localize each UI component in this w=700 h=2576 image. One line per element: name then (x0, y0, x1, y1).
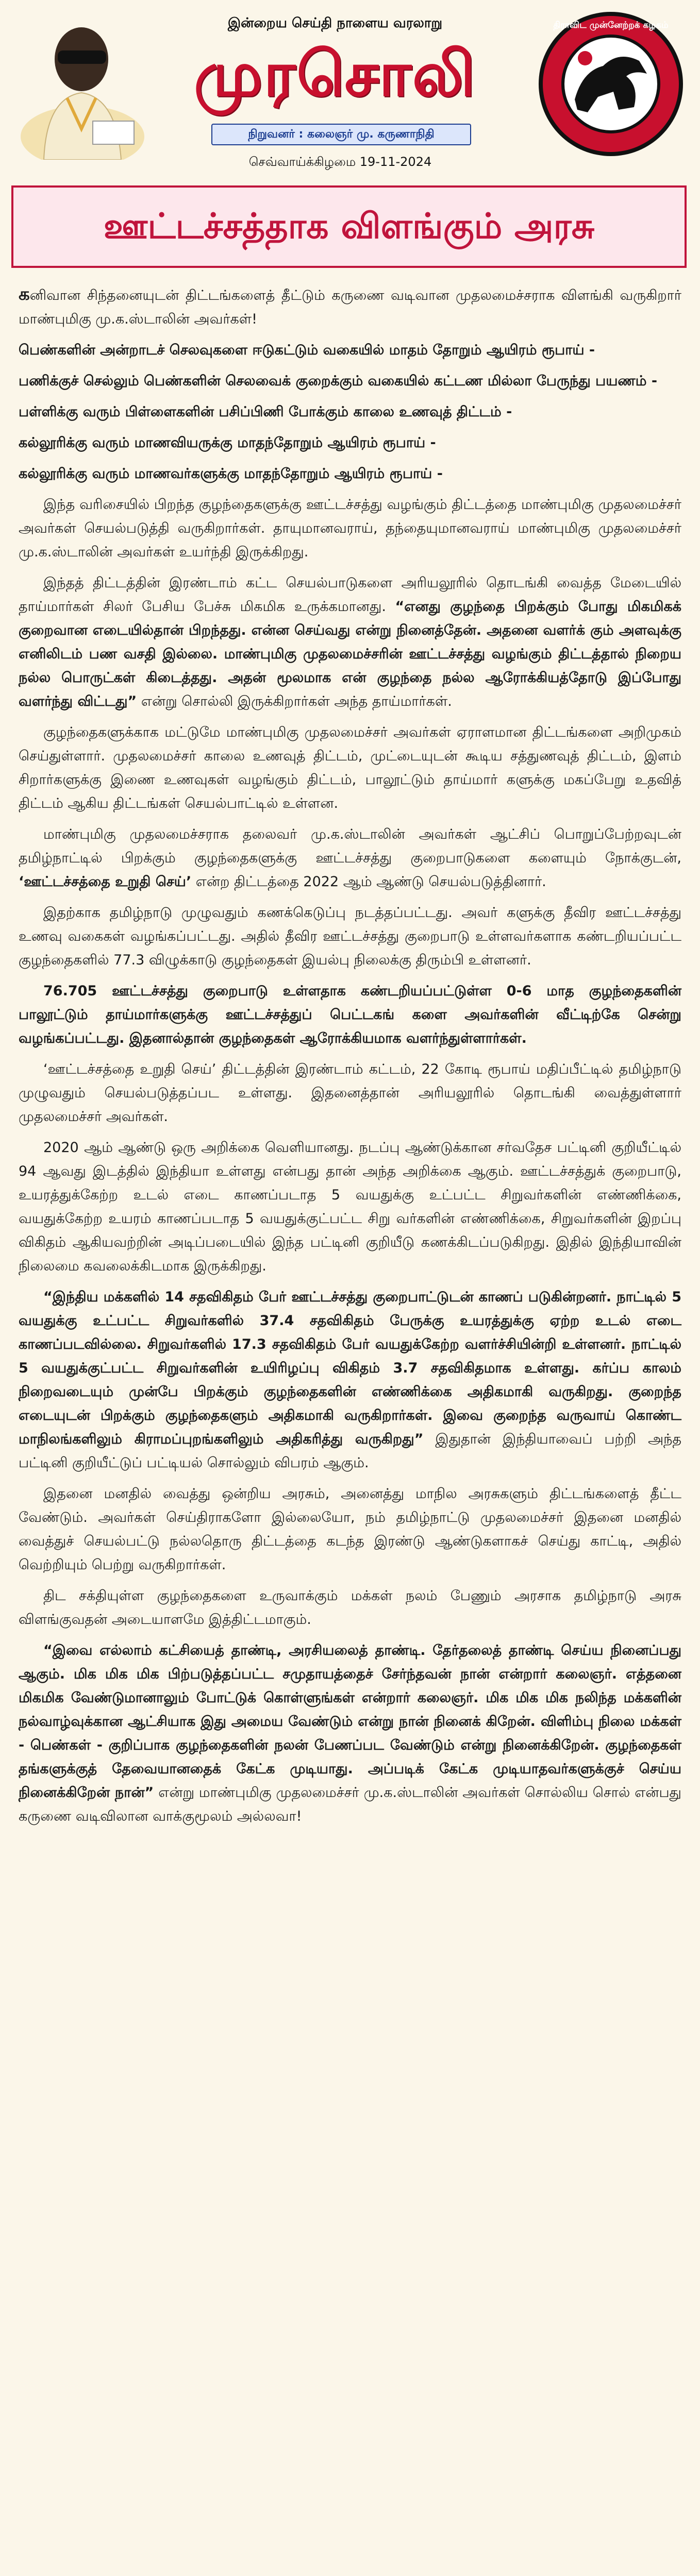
article-paragraph: “இந்திய மக்களில் 14 சதவிகிதம் பேர் ஊட்டச்சத்து குறைபாட்டுடன் காணப் படுகின்றனர். நாட்டில் 5 வயதுக்கு உட்பட்ட சிறுவர்களில் 37.4 சதவிகிதம் பேருக்கு உயரத்துக்கு ஏற்ற உடல் எடை காணப்படவில்லை. சிறுவர்களில் 17.3 சதவிகிதம் பேர் வயதுக்கேற்ற வளர்ச்சியின்றி உள்ளனர். நாட்டில் 5 வயதுக்குட்பட்ட சிறுவர்களின் உயிரிழப்பு விகிதம் 3.7 சதவிகிதமாக உள்ளது. கர்ப்ப காலம் நிறைவடையும் முன்பே பிறக்கும் குழந்தைகளின் எண்ணிக்கை அதிகமாகி வருகிறது. குறைந்த எடையுடன் பிறக்கும் குழந்தைகளும் அதிகமாகி வருகிறார்கள். இவை குறைந்த வருவாய் கொண்ட மாநிலங்களிலும் கிராமப்புறங்களிலும் அதிகரித்து வருகிறது” இதுதான் இந்தியாவைப் பற்றி அந்த பட்டினி குறியீட்டுப் பட்டியல் சொல்லும் விபரம் ஆகும். (19, 1289, 681, 1471)
hunger-index-quote: “இந்திய மக்களில் 14 சதவிகிதம் பேர் ஊட்டச்சத்து குறைபாட்டுடன் காணப் படுகின்றனர். நாட்டில் 5 வயதுக்கு உட்பட்ட சிறுவர்களில் 37.4 சதவிகிதம் பேருக்கு உயரத்துக்கு ஏற்ற உடல் எடை காணப்படவில்லை. சிறுவர்களில் 17.3 சதவிகிதம் பேர் வயதுக்கேற்ற வளர்ச்சியின்றி உள்ளனர். நாட்டில் 5 வயதுக்குட்பட்ட சிறுவர்களின் உயிரிழப்பு விகிதம் 3.7 சதவிகிதமாக உள்ளது. கர்ப்ப காலம் நிறைவடையும் முன்பே பிறக்கும் குழந்தைகளின் எண்ணிக்கை அதிகமாகி வருகிறது. குறைந்த எடையுடன் பிறக்கும் குழந்தைகளும் அதிகமாகி வருகிறார்கள். இவை குறைந்த வருவாய் கொண்ட மாநிலங்களிலும் கிராமப்புறங்களிலும் அதிகரித்து வருகிறது” (19, 1289, 681, 1447)
article-paragraph: 2020 ஆம் ஆண்டு ஒரு அறிக்கை வெளியானது. நடப்பு ஆண்டுக்கான சர்வதேச பட்டினி குறியீட்டில் 94 ஆவது இடத்தில் இந்தியா உள்ளது என்பது தான் அந்த அறிக்கை ஆகும். ஊட்டச்சத்துக் குறைபாடு, உயரத்துக்கேற்ற உடல் எடை காணப்படாத 5 வயதுக்கு உட்பட்ட சிறுவர்களின் எண்ணிக்கை, வயதுக்கேற்ற உயரம் காணப்படாத 5 வயதுக்குட்பட்ட சிறு வர்களின் எண்ணிக்கை, சிறுவர்களின் இறப்பு விகிதம் ஆகியவற்றின் அடிப்படையில் இந்த பட்டினி குறியீடு கணக்கிடப்படுகிறது. இதில் இந்தியாவின் நிலைமை கவலைக்கிடமாக இருக்கிறது. (19, 1140, 681, 1274)
masthead-tagline: இன்றைய செய்தி நாளைய வரலாறு (227, 15, 443, 31)
article-paragraph: மாண்புமிகு முதலமைச்சராக தலைவர் மு.க.ஸ்டாலின் அவர்கள் ஆட்சிப் பொறுப்பேற்றவுடன் தமிழ்நாட்டில் பிறக்கும் குழந்தைகளுக்கு ஊட்டச்சத்து குறைபாடுகளை களையும் நோக்குடன், ‘ஊட்டச்சத்தை உறுதி செய்’ என்ற திட்டத்தை 2022 ஆம் ஆண்டு செயல்படுத்தினார். (19, 826, 681, 890)
founder-portrait-image (15, 10, 149, 160)
article-paragraph: இந்த வரிசையில் பிறந்த குழந்தைகளுக்கு ஊட்டச்சத்து வழங்கும் திட்டத்தை மாண்புமிகு முதலமைச்சர் அவர்கள் செயல்படுத்தி வருகிறார்கள். தாயுமானவராய், தந்தையுமானவராய் மாண்புமிகு முதலமைச்சர் மு.க.ஸ்டாலின் அவர்கள் உயர்ந்தி இருக்கிறது. (19, 497, 681, 560)
article-point: கல்லூரிக்கு வரும் மாணவர்களுக்கு மாதந்தோறும் ஆயிரம் ரூபாய் - (19, 466, 443, 482)
newspaper-logo: முரசொலி (194, 39, 476, 110)
article-paragraph: கனிவான சிந்தனையுடன் திட்டங்களைத் தீட்டும் கருணை வடிவான முதலமைச்சராக விளங்கி வருகிறார் மாண்புமிகு மு.க.ஸ்டாலின் அவர்கள்! (19, 284, 681, 327)
article-body (19, 282, 681, 2576)
article-paragraph: திட சக்தியுள்ள குழந்தைகளை உருவாக்கும் மக்கள் நலம் பேணும் அரசாக தமிழ்நாடு அரசு விளங்குவதன் அடையாளமே இத்திட்டமாகும். (19, 1588, 681, 1628)
article-paragraph: இதனை மனதில் வைத்து ஒன்றிய அரசும், அனைத்து மாநில அரசுகளும் திட்டங்களைத் தீட்ட வேண்டும். அவர்கள் செய்திராகளோ இல்லையோ, நம் தமிழ்நாட்டு முதலமைச்சர் இதனை மனதில் வைத்துச் செயல்பட்டு நல்லதொரு திட்டத்தை கடந்த இரண்டு ஆண்டுகளாகச் செய்து காட்டி, அதில் வெற்றியும் பெற்று வருகிறார்கள். (19, 1486, 681, 1573)
article-point: பெண்களின் அன்றாடச் செலவுகளை ஈடுகட்டும் வகையில் மாதம் தோறும் ஆயிரம் ரூபாய் - (19, 342, 595, 358)
party-emblem-icon (536, 9, 686, 159)
mother-quote: “எனது குழந்தை பிறக்கும் போது மிகமிகக் குறைவான எடையில்தான் பிறந்தது. என்ன செய்வது என்று நினைத்தேன். அதனை வளர்க் கும் அளவுக்கு எனிலிடம் பண வசதி இல்லை. மாண்புமிகு முதலமைச்சரின் ஊட்டச்சத்து வழங்கும் திட்டத்தால் நிறைய நல்ல பொருட்கள் கிடைத்தது. அதன் மூலமாக என் குழந்தை நல்ல ஆரோக்கியத்தோடு இப்போது வளர்ந்து விட்டது” (19, 599, 681, 709)
article-paragraph: குழந்தைகளுக்காக மட்டுமே மாண்புமிகு முதலமைச்சர் அவர்கள் ஏராளமான திட்டங்களை அறிமுகம் செய்துள்ளார். முதலமைச்சர் காலை உணவுத் திட்டம், முட்டையுடன் கூடிய சத்துணவுத் திட்டம், இளம் சிறார்களுக்கு இணை உணவுகள் வழங்கும் திட்டம், பாலூட்டும் தாய்மார் களுக்கு மகப்பேறு உதவித் திட்டம் ஆகிய திட்டங்கள் செயல்பாட்டில் உள்ளன. (19, 724, 681, 811)
article-paragraph: “இவை எல்லாம் கட்சியைத் தாண்டி, அரசியலைத் தாண்டி. தேர்தலைத் தாண்டி செய்ய நினைப்பது ஆகும். மிக மிக மிக பிற்படுத்தப்பட்ட சமுதாயத்தைச் சேர்ந்தவன் நான் என்றார் கலைஞர். எத்தனை மிகமிக வேண்டுமானாலும் போட்டுக் கொள்ளுங்கள் என்றார் கலைஞர். மிக மிக மிக நலிந்த மக்களின் நல்வாழ்வுக்கான ஆட்சியாக இது அமைய வேண்டும் என்று நான் நினைக் கிறேன். விளிம்பு நிலை மக்கள் - பெண்கள் - குறிப்பாக குழந்தைகளின் நலன் பேணப்பட வேண்டும் என்று நினைக்கிறேன். குழந்தைகள் தங்களுக்குத் தேவையானதைக் கேட்க முடியாது. அப்படிக் கேட்க முடியாதவர்களுக்குச் செய்ய நினைக்கிறேன் நான்” என்று மாண்புமிகு முதலமைச்சர் மு.க.ஸ்டாலின் அவர்கள் சொல்லிய சொல் என்பது கருணை வடிவிலான வாக்குமூலம் அல்லவா! (19, 1642, 681, 1824)
article-paragraph: இந்தத் திட்டத்தின் இரண்டாம் கட்ட செயல்பாடுகளை அரியலூரில் தொடங்கி வைத்த மேடையில் தாய்மார்கள் சிலர் பேசிய பேச்சு மிகமிக உருக்கமானது. “எனது குழந்தை பிறக்கும் போது மிகமிகக் குறைவான எடையில்தான் பிறந்தது. என்ன செய்வது என்று நினைத்தேன். அதனை வளர்க் கும் அளவுக்கு எனிலிடம் பண வசதி இல்லை. மாண்புமிகு முதலமைச்சரின் ஊட்டச்சத்து வழங்கும் திட்டத்தால் நிறைய நல்ல பொருட்கள் கிடைத்தது. அதன் மூலமாக என் குழந்தை நல்ல ஆரோக்கியத்தோடு இப்போது வளர்ந்து விட்டது” என்று சொல்லி இருக்கிறார்கள் அந்த தாய்மார்கள். (19, 575, 681, 709)
article-point: பணிக்குச் செல்லும் பெண்களின் செலவைக் குறைக்கும் வகையில் கட்டண மில்லா பேருந்து பயணம் - (19, 373, 658, 389)
scheme-name: ‘ஊட்டச்சத்தை உறுதி செய்’ (19, 874, 192, 890)
svg-text:திராவிட முன்னேற்றக் கழகம்: திராவிட முன்னேற்றக் கழகம் (553, 20, 669, 30)
article-paragraph: 76.705 ஊட்டச்சத்து குறைபாடு உள்ளதாக கண்டறியப்பட்டுள்ள 0-6 மாத குழந்தைகளின் பாலூட்டும் தாய்மார்களுக்கு ஊட்டச்சத்துப் பெட்டகங் களை அவர்களின் வீட்டிற்கே சென்று வழங்கப்பட்டது. இதனால்தான் குழந்தைகள் ஆரோக்கியமாக வளர்ந்துள்ளார்கள். (19, 983, 681, 1046)
headline: ஊட்டச்சத்தாக விளங்கும் அரசு (103, 206, 595, 247)
article-paragraph: இதற்காக தமிழ்நாடு முழுவதும் கணக்கெடுப்பு நடத்தப்பட்டது. அவர் களுக்கு தீவிர ஊட்டச்சத்து உணவு வகைகள் வழங்கப்பட்டது. அதில் தீவிர ஊட்டச்சத்து குறைபாடு உள்ளவர்களாக கண்டறியப்பட்ட குழந்தைகளில் 77.3 விழுக்காடு குழந்தைகள் இயல்பு நிலைக்கு திரும்பி உள்ளனர். (19, 905, 681, 968)
article-paragraph: ‘ஊட்டச்சத்தை உறுதி செய்’ திட்டத்தின் இரண்டாம் கட்டம், 22 கோடி ரூபாய் மதிப்பீட்டில் தமிழ்நாடு முழுவதும் செயல்படுத்தப்பட உள்ளது. இதனைத்தான் அரியலூரில் தொடங்கி வைத்துள்ளார் முதலமைச்சர் அவர்கள். (19, 1061, 681, 1125)
drop-cap: க (19, 284, 30, 304)
headline-box (11, 185, 687, 268)
chief-minister-quote: “இவை எல்லாம் கட்சியைத் தாண்டி, அரசியலைத் தாண்டி. தேர்தலைத் தாண்டி செய்ய நினைப்பது ஆகும். மிக மிக மிக பிற்படுத்தப்பட்ட சமுதாயத்தைச் சேர்ந்தவன் நான் என்றார் கலைஞர். எத்தனை மிகமிக வேண்டுமானாலும் போட்டுக் கொள்ளுங்கள் என்றார் கலைஞர். மிக மிக மிக நலிந்த மக்களின் நல்வாழ்வுக்கான ஆட்சியாக இது அமைய வேண்டும் என்று நான் நினைக் கிறேன். விளிம்பு நிலை மக்கள் - பெண்கள் - குறிப்பாக குழந்தைகளின் நலன் பேணப்பட வேண்டும் என்று நினைக்கிறேன். குழந்தைகள் தங்களுக்குத் தேவையானதைக் கேட்க முடியாது. அப்படிக் கேட்க முடியாதவர்களுக்குச் செய்ய நினைக்கிறேன் நான்” (19, 1642, 681, 1801)
masthead (0, 0, 700, 170)
founder-line: நிறுவனர் : கலைஞர் மு. கருணாநிதி (211, 124, 471, 145)
article-point: பள்ளிக்கு வரும் பிள்ளைகளின் பசிப்பிணி போக்கும் காலை உணவுத் திட்டம் - (19, 404, 512, 420)
publication-date: செவ்வாய்க்கிழமை 19-11-2024 (248, 155, 432, 169)
article-point: கல்லூரிக்கு வரும் மாணவியருக்கு மாதந்தோறும் ஆயிரம் ரூபாய் - (19, 435, 436, 451)
